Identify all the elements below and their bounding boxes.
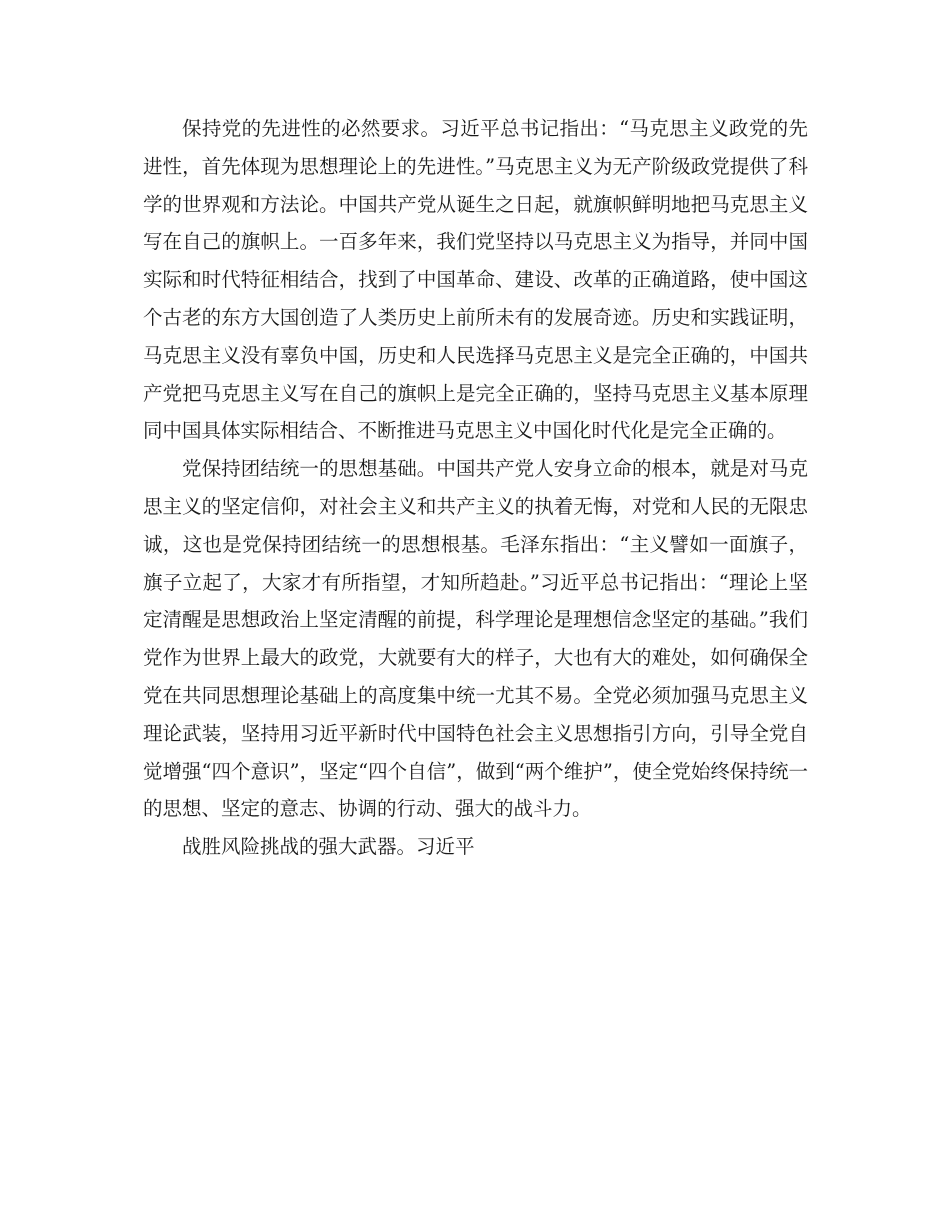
paragraph-3: 战胜风险挑战的强大武器。习近平 [182, 835, 475, 859]
body-text [143, 110, 808, 866]
paragraph-2: 党保持团结统一的思想基础。中国共产党人安身立命的根本，就是对马克思主义的坚定信仰，对社会主义和共产主义的执着无悔，对党和人民的无限忠诚，这也是党保持团结统一的思想根基。毛泽东指出：“主义譬如一面旗子，旗子立起了，大家才有所指望，才知所趋赴。”习近平总书记指出：“理论上坚定清醒是思想政治上坚定清醒的前提，科学理论是理想信念坚定的基础。”我们党作为世界上最大的政党，大就要有大的样子，大也有大的难处，如何确保全党在共同思想理论基础上的高度集中统一尤其不易。全党必须加强马克思主义理论武装，坚持用习近平新时代中国特色社会主义思想指引方向，引导全党自觉增强“四个意识”，坚定“四个自信”，做到“两个维护”，使全党始终保持统一的思想、坚定的意志、协调的行动、强大的战斗力。 [143, 457, 808, 821]
paragraph-1: 保持党的先进性的必然要求。习近平总书记指出：“马克思主义政党的先进性，首先体现为思想理论上的先进性。”马克思主义为无产阶级政党提供了科学的世界观和方法论。中国共产党从诞生之日起，就旗帜鲜明地把马克思主义写在自己的旗帜上。一百多年来，我们党坚持以马克思主义为指导，并同中国实际和时代特征相结合，找到了中国革命、建设、改革的正确道路，使中国这个古老的东方大国创造了人类历史上前所未有的发展奇迹。历史和实践证明，马克思主义没有辜负中国，历史和人民选择马克思主义是完全正确的，中国共产党把马克思主义写在自己的旗帜上是完全正确的，坚持马克思主义基本原理同中国具体实际相结合、不断推进马克思主义中国化时代化是完全正确的。 [143, 117, 808, 443]
